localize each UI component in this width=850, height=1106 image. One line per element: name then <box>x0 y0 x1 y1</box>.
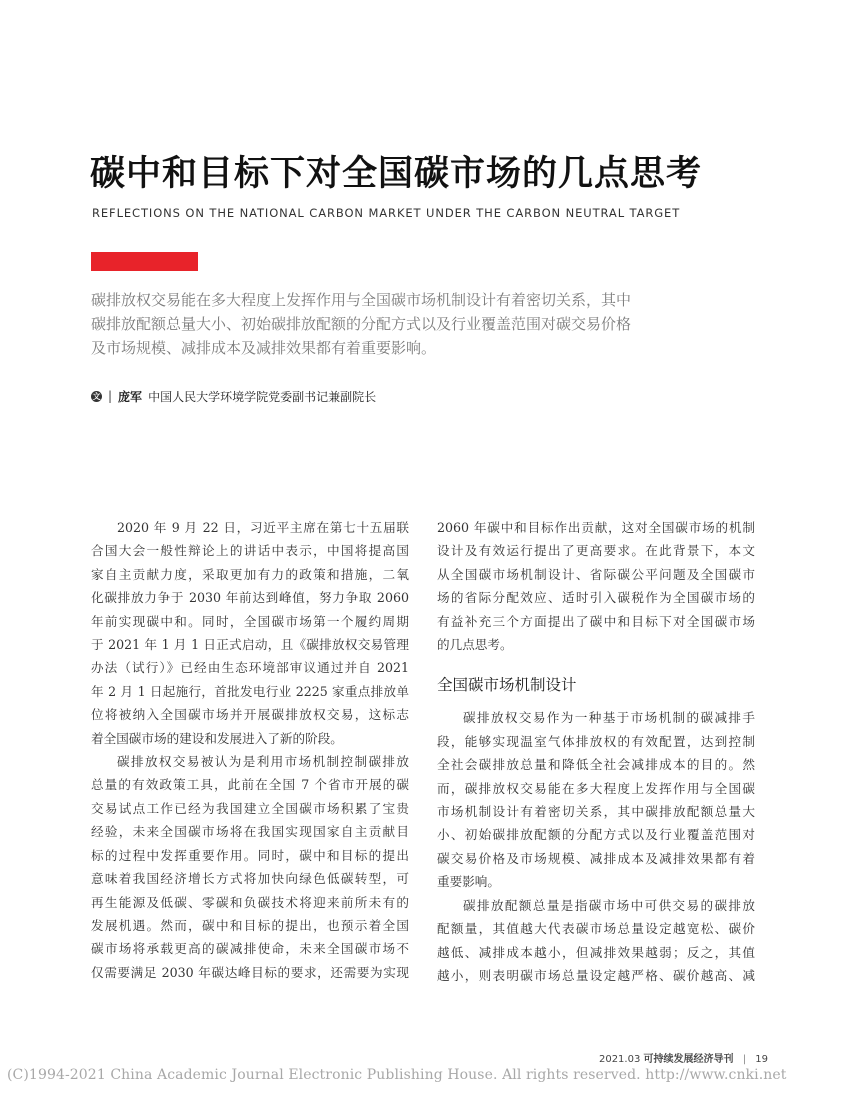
text-line: 碳市场将承载更高的碳减排使命，未来全国碳市场不 <box>91 941 409 957</box>
text-line: 越小，则表明碳市场总量设定越严格、碳价越高、减 <box>437 967 755 983</box>
author-affiliation: 中国人民大学环境学院党委副书记兼副院长 <box>148 389 377 404</box>
text-line: 碳排放权交易作为一种基于市场机制的碳减排手 <box>463 710 755 726</box>
page-footer <box>599 1050 768 1065</box>
text-line: 碳排放权交易被认为是利用市场机制控制碳排放 <box>117 754 409 770</box>
text-line: 年前实现碳中和。同时，全国碳市场第一个履约周期 <box>91 613 409 629</box>
body-column-left <box>91 516 409 984</box>
page-number: 19 <box>755 1054 768 1065</box>
text-line: 交易试点工作已经为我国建立全国碳市场积累了宝贵 <box>91 800 409 816</box>
abstract-line: 及市场规模、减排成本及减排效果都有着重要影响。 <box>91 339 437 357</box>
issue-number: 2021.03 <box>598 1054 641 1065</box>
text-line: 场的省际分配效应、适时引入碳税作为全国碳市场的 <box>437 590 755 606</box>
paragraph <box>91 516 409 750</box>
text-line: 合国大会一般性辩论上的讲话中表示，中国将提高国 <box>91 543 409 559</box>
text-line: 段，能够实现温室气体排放权的有效配置，达到控制 <box>437 733 755 749</box>
body-column-right <box>437 516 755 987</box>
text-line: 全社会碳排放总量和降低全社会减排成本的目的。然 <box>437 757 755 773</box>
abstract-line: 碳排放配额总量大小、初始碳排放配额的分配方式以及行业覆盖范围对碳交易价格 <box>91 315 632 333</box>
text-line: 再生能源及低碳、零碳和负碳技术将迎来前所未有的 <box>91 894 409 910</box>
text-line: 发展机遇。然而，碳中和目标的提出，也预示着全国 <box>91 917 409 933</box>
section-heading: 全国碳市场机制设计 <box>437 676 577 695</box>
author-separator: | <box>108 389 113 403</box>
paragraph <box>437 706 755 893</box>
author-line <box>91 387 376 405</box>
text-line: 配额量，其值越大代表碳市场总量设定越宽松、碳价 <box>437 921 755 937</box>
text-line: 越低、减排成本越小，但减排效果越弱；反之，其值 <box>437 944 755 960</box>
text-line: 而，碳排放权交易能在多大程度上发挥作用与全国碳 <box>437 780 755 796</box>
text-line: 家自主贡献力度，采取更加有力的政策和措施，二氧 <box>91 566 409 582</box>
text-line: 2020 年 9 月 22 日，习近平主席在第七十五届联 <box>117 520 409 535</box>
accent-bar <box>91 252 198 271</box>
text-line: 设计及有效运行提出了更高要求。在此背景下，本文 <box>437 543 755 559</box>
text-line: 2060 年碳中和目标作出贡献，这对全国碳市场的机制 <box>437 520 755 535</box>
text-line: 化碳排放力争于 2030 年前达到峰值，努力争取 2060 <box>91 590 409 606</box>
article-abstract <box>91 288 671 360</box>
paragraph <box>437 516 755 656</box>
text-line: 市场机制设计有着密切关系，其中碳排放配额总量大 <box>437 804 755 820</box>
author-name: 庞军 <box>118 389 143 404</box>
text-line: 年 2 月 1 日起施行，首批发电行业 2225 家重点排放单 <box>91 683 409 699</box>
footer-separator: | <box>742 1054 747 1065</box>
text-line: 小、初始碳排放配额的分配方式以及行业覆盖范围对 <box>437 827 755 843</box>
cnki-watermark: (C)1994-2021 China Academic Journal Electronic Publishing House. All rights reserved. http://www.cnki.net <box>7 1067 787 1083</box>
paragraph <box>437 894 755 988</box>
text-line: 仅需要满足 2030 年碳达峰目标的要求，还需要为实现 <box>91 964 409 980</box>
text-line: 总量的有效政策工具，此前在全国 7 个省市开展的碳 <box>91 777 409 793</box>
text-line: 经验，未来全国碳市场将在我国实现国家自主贡献目 <box>91 824 409 840</box>
text-line: 位将被纳入全国碳市场并开展碳排放权交易，这标志 <box>91 707 409 723</box>
text-line: 意味着我国经济增长方式将加快向绿色低碳转型，可 <box>91 871 409 887</box>
journal-name: 可持续发展经济导刊 <box>643 1054 734 1065</box>
text-line: 的几点思考。 <box>437 637 513 653</box>
article-subtitle-english: REFLECTIONS ON THE NATIONAL CARBON MARKET UNDER THE CARBON NEUTRAL TARGET <box>92 206 681 220</box>
text-line: 碳排放配额总量是指碳市场中可供交易的碳排放 <box>463 897 755 913</box>
text-line: 标的过程中发挥重要作用。同时，碳中和目标的提出 <box>91 847 409 863</box>
text-line: 于 2021 年 1 月 1 日正式启动，且《碳排放权交易管理 <box>91 637 409 653</box>
text-line: 从全国碳市场机制设计、省际碳公平问题及全国碳市 <box>437 566 755 582</box>
text-line: 重要影响。 <box>437 874 500 890</box>
text-line: 办法（试行）》已经由生态环境部审议通过并自 2021 <box>91 660 409 676</box>
author-badge-icon: 文 <box>92 391 101 401</box>
text-line: 碳交易价格及市场规模、减排成本及减排效果都有着 <box>437 850 755 866</box>
abstract-line: 碳排放权交易能在多大程度上发挥作用与全国碳市场机制设计有着密切关系，其中 <box>91 291 632 309</box>
text-line: 有益补充三个方面提出了碳中和目标下对全国碳市场 <box>437 613 755 629</box>
article-title: 碳中和目标下对全国碳市场的几点思考 <box>90 154 703 194</box>
text-line: 着全国碳市场的建设和发展进入了新的阶段。 <box>91 730 343 746</box>
paragraph <box>91 750 409 984</box>
